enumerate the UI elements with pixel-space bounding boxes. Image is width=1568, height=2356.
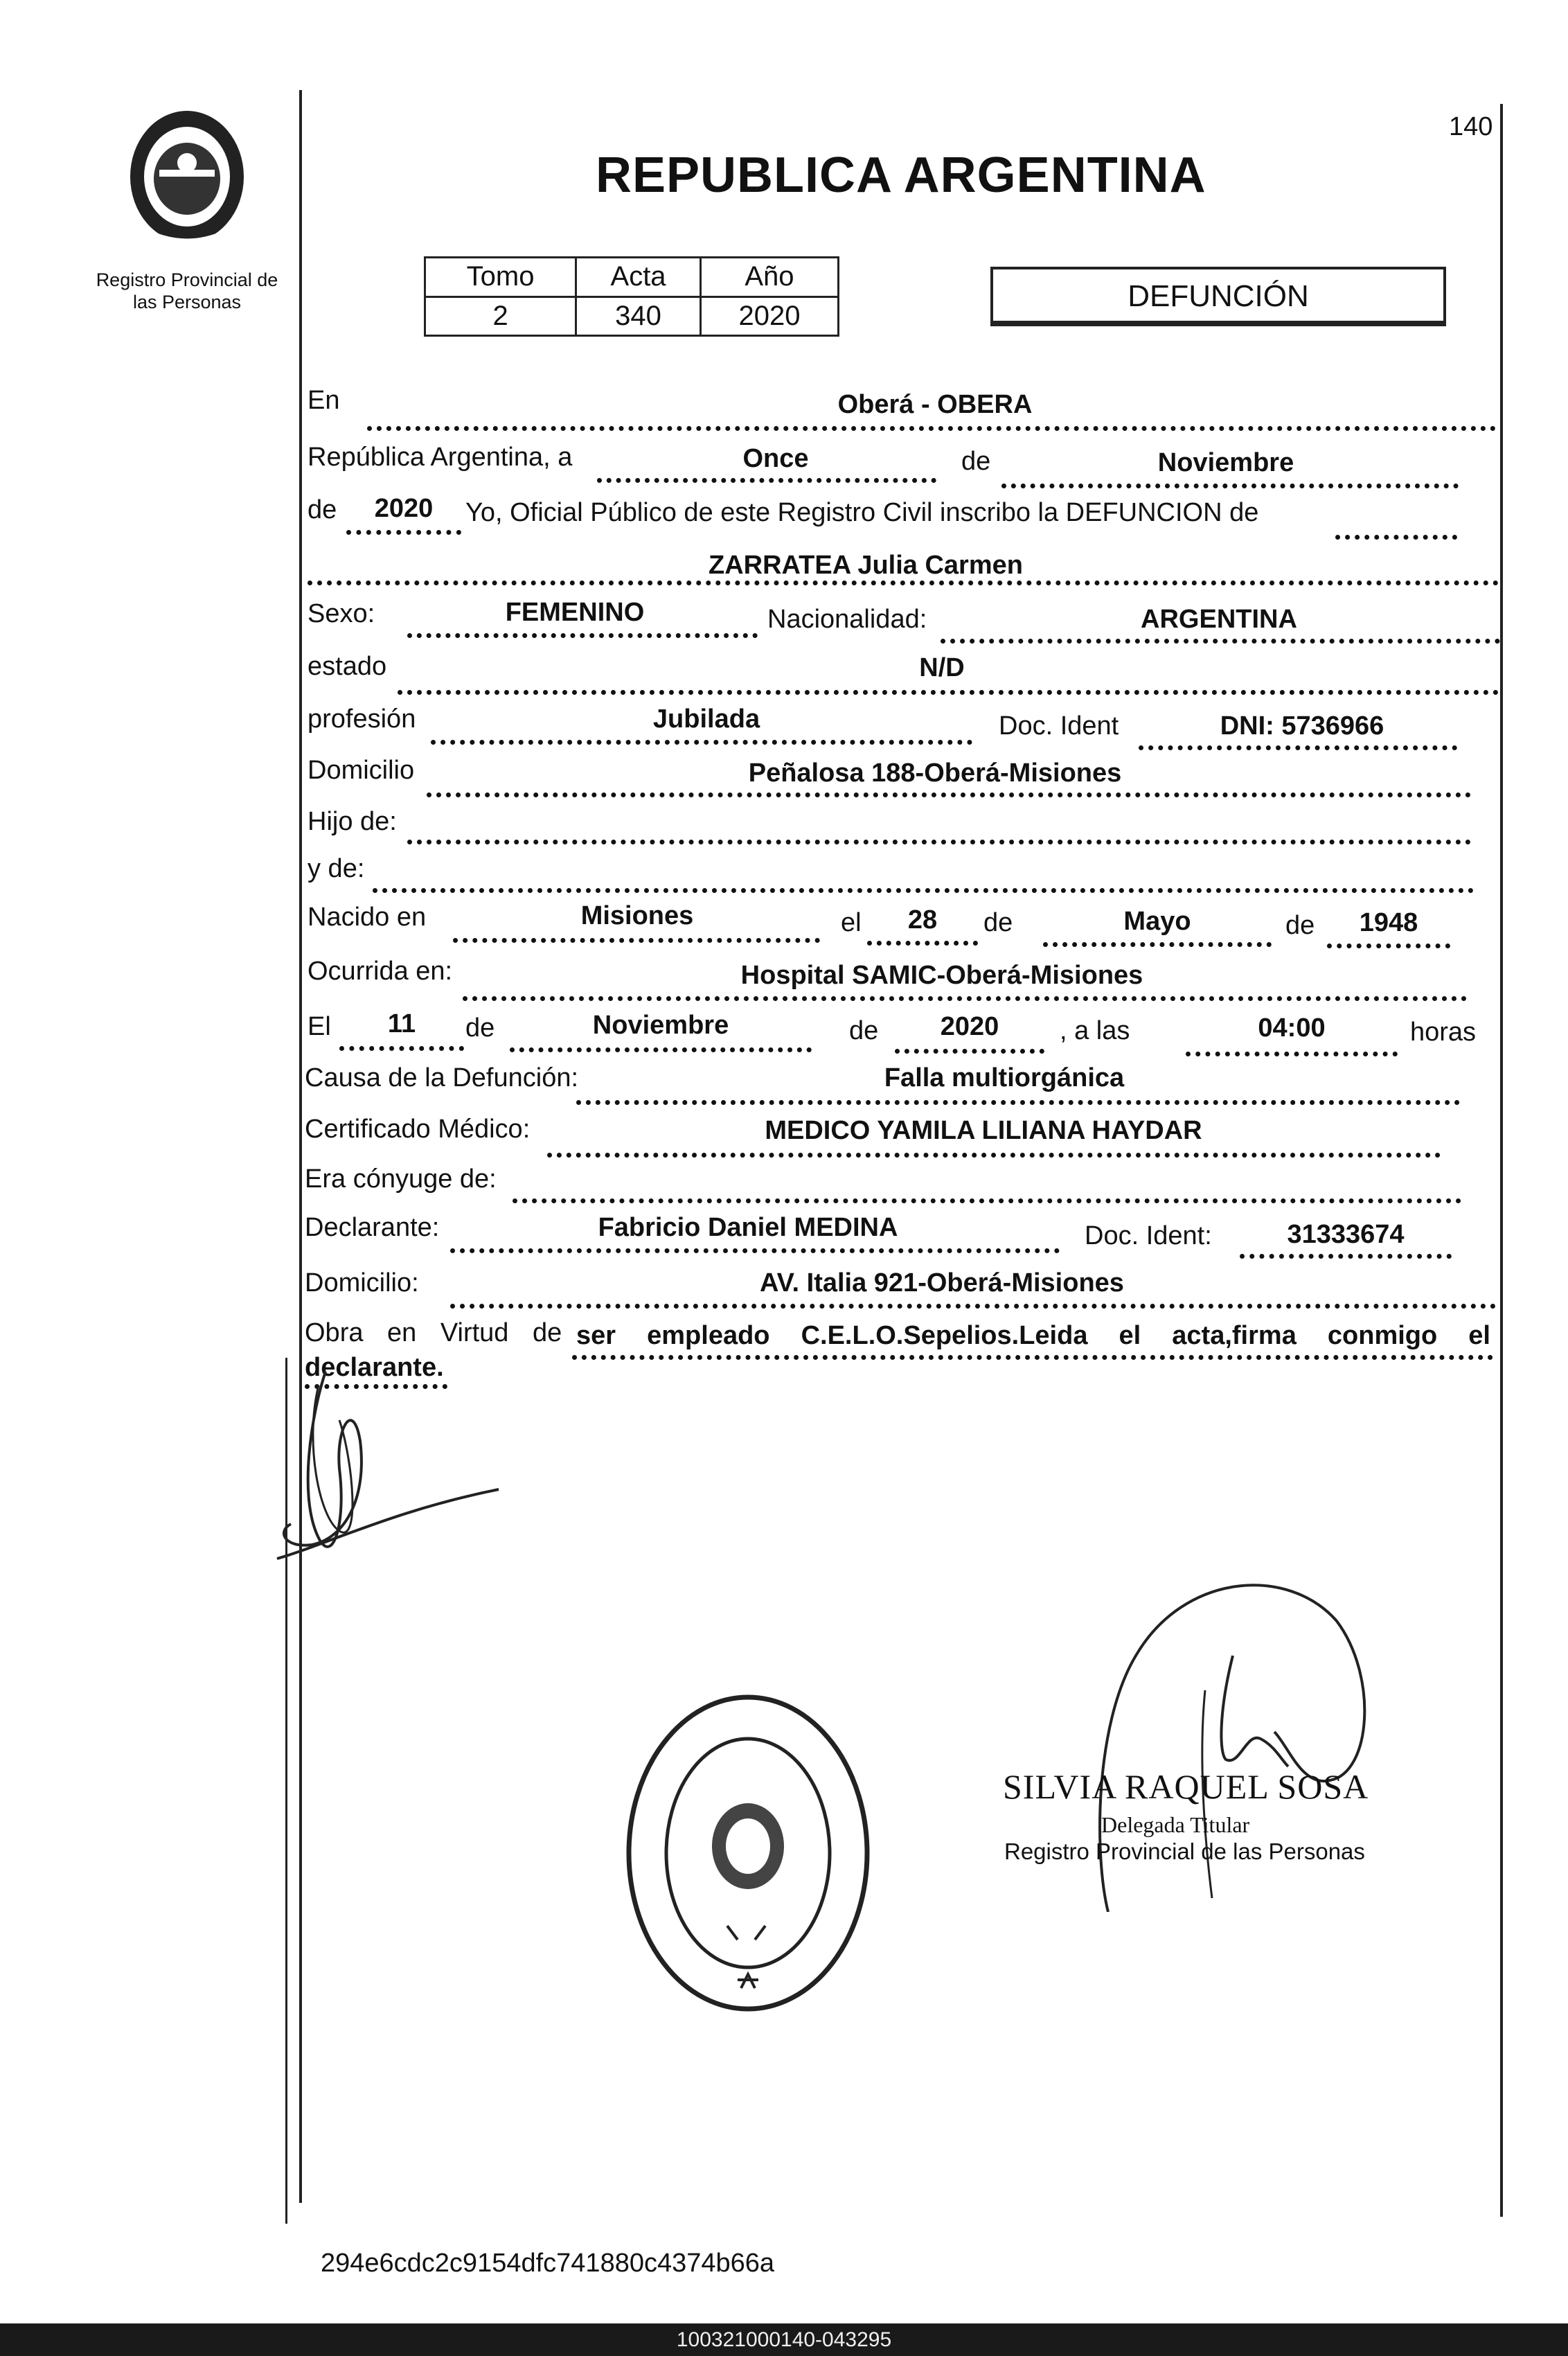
- estado-dots: [398, 690, 1499, 695]
- doc-type-box: [990, 267, 1446, 326]
- table-header-ano: Año: [700, 258, 838, 297]
- nacionalidad-value: ARGENTINA: [1141, 605, 1297, 634]
- nacido-dots: [453, 938, 820, 943]
- registry-seal: [623, 1690, 873, 2016]
- death-month: Noviembre: [592, 1011, 729, 1040]
- registrar-text: Yo, Oficial Público de este Registro Civil inscribo la DEFUNCION de: [465, 498, 1259, 527]
- death-day-dots: [339, 1046, 464, 1051]
- en-dots: [367, 426, 1496, 431]
- de-label-3: de: [983, 908, 1013, 937]
- obra-text: ser empleado C.E.L.O.Sepelios.Leida el acta,firma conmigo el: [576, 1321, 1490, 1350]
- yde-dots: [373, 888, 1474, 893]
- obra-text-2: declarante.: [305, 1353, 444, 1382]
- death-time: 04:00: [1258, 1013, 1326, 1043]
- republic-label: República Argentina, a: [308, 443, 573, 472]
- de-label-4: de: [1285, 911, 1315, 940]
- birth-month: Mayo: [1123, 907, 1191, 936]
- table-cell-ano: 2020: [700, 296, 838, 336]
- place-value: Oberá - OBERA: [837, 390, 1033, 419]
- day-dots: [597, 478, 936, 483]
- birth-month-dots: [1043, 942, 1272, 947]
- birth-day: 28: [907, 905, 938, 935]
- page-number: 140: [1449, 112, 1493, 141]
- ocurrida-label: Ocurrida en:: [308, 957, 453, 986]
- estado-label: estado: [308, 652, 387, 681]
- doc-ident2-dots: [1240, 1254, 1452, 1259]
- domicilio2-dots: [450, 1304, 1496, 1309]
- table-header-acta: Acta: [576, 258, 701, 297]
- death-year-dots: [895, 1049, 1044, 1054]
- doc-ident2-label: Doc. Ident:: [1085, 1221, 1212, 1250]
- official-role: Delegada Titular: [1101, 1812, 1250, 1837]
- domicilio-dots: [427, 792, 1471, 797]
- profesion-label: profesión: [308, 705, 416, 734]
- sexo-dots: [407, 633, 758, 638]
- official-name: SILVIA RAQUEL SOSA: [1003, 1767, 1369, 1806]
- day-words: Once: [742, 444, 809, 473]
- certificado-label: Certificado Médico:: [305, 1115, 531, 1144]
- conyuge-dots: [513, 1198, 1461, 1203]
- table-cell-acta: 340: [576, 296, 701, 336]
- name-dots: [308, 581, 1499, 585]
- year-value: 2020: [374, 494, 434, 523]
- nacido-value: Misiones: [580, 901, 694, 930]
- causa-label: Causa de la Defunción:: [305, 1063, 579, 1092]
- year-dots: [346, 530, 461, 535]
- certificado-dots: [547, 1153, 1441, 1158]
- doc-ident2-value: 31333674: [1287, 1220, 1405, 1249]
- doc-ident-label: Doc. Ident: [999, 711, 1119, 741]
- official-org: Registro Provincial de las Personas: [1004, 1839, 1365, 1864]
- domicilio-value: Peñalosa 188-Oberá-Misiones: [748, 759, 1122, 788]
- month-value: Noviembre: [1157, 448, 1294, 477]
- yde-label: y de:: [308, 854, 365, 883]
- domicilio2-value: AV. Italia 921-Oberá-Misiones: [760, 1268, 1124, 1297]
- estado-value: N/D: [919, 653, 965, 682]
- de-label-2: de: [308, 495, 337, 524]
- death-day: 11: [387, 1009, 416, 1038]
- en-label: En: [308, 386, 340, 415]
- declarante-value: Fabricio Daniel MEDINA: [598, 1213, 898, 1242]
- doc-ident-value: DNI: 5736966: [1220, 711, 1384, 741]
- causa-dots: [576, 1100, 1460, 1105]
- death-month-dots: [510, 1047, 812, 1052]
- birth-year-dots: [1327, 944, 1450, 948]
- obra-dots: [572, 1355, 1493, 1360]
- de-label-6: de: [849, 1016, 879, 1045]
- nacionalidad-dots: [941, 639, 1500, 644]
- declarant-signature: [270, 1358, 513, 1579]
- birth-year: 1948: [1359, 908, 1418, 937]
- domicilio-label: Domicilio: [308, 756, 415, 785]
- ocurrida-value: Hospital SAMIC-Oberá-Misiones: [740, 961, 1143, 990]
- month-dots: [1001, 484, 1459, 488]
- declarante-label: Declarante:: [305, 1213, 440, 1242]
- table-cell-tomo: 2: [425, 296, 576, 336]
- birth-day-dots: [867, 941, 978, 946]
- nacido-label: Nacido en: [308, 903, 427, 932]
- obra-label: Obra en Virtud de: [305, 1318, 562, 1347]
- certificado-value: MEDICO YAMILA LILIANA HAYDAR: [765, 1116, 1202, 1145]
- alas-label: , a las: [1060, 1016, 1130, 1045]
- horas-label: horas: [1410, 1018, 1477, 1047]
- doc-ident-dots: [1139, 745, 1457, 750]
- death-time-dots: [1186, 1052, 1398, 1056]
- page-title: REPUBLICA ARGENTINA: [596, 148, 1206, 203]
- ocurrida-dots: [463, 996, 1467, 1001]
- volume-table: [424, 256, 839, 337]
- doc-type: DEFUNCIÓN: [1128, 279, 1309, 313]
- el-label: el: [841, 908, 862, 937]
- de-label-5: de: [465, 1013, 495, 1043]
- El-label: El: [308, 1012, 331, 1041]
- domicilio2-label: Domicilio:: [305, 1268, 419, 1297]
- table-header-tomo: Tomo: [425, 258, 576, 297]
- sexo-label: Sexo:: [308, 599, 375, 628]
- sexo-value: FEMENINO: [505, 598, 645, 627]
- registry-name: Registro Provincial de las Personas: [96, 269, 278, 312]
- profesion-dots: [431, 740, 972, 745]
- hijo-label: Hijo de:: [308, 807, 397, 836]
- province-logo: [118, 97, 256, 249]
- right-margin-line: [1500, 104, 1503, 2217]
- left-margin-line: [299, 90, 302, 2203]
- death-year: 2020: [940, 1012, 999, 1041]
- barcode-id: 100321000140-043295: [676, 2328, 892, 2351]
- declarante-dots: [450, 1248, 1060, 1253]
- nacionalidad-label: Nacionalidad:: [767, 605, 927, 634]
- registrar-dots: [1335, 535, 1457, 540]
- deceased-name: ZARRATEA Julia Carmen: [709, 551, 1023, 580]
- profesion-value: Jubilada: [652, 705, 760, 734]
- footer-bar: [0, 2323, 1568, 2356]
- document-hash: 294e6cdc2c9154dfc741880c4374b66a: [321, 2249, 775, 2278]
- conyuge-label: Era cónyuge de:: [305, 1164, 497, 1194]
- causa-value: Falla multiorgánica: [884, 1063, 1125, 1092]
- hijo-dots: [407, 840, 1471, 844]
- de-label-1: de: [961, 447, 991, 476]
